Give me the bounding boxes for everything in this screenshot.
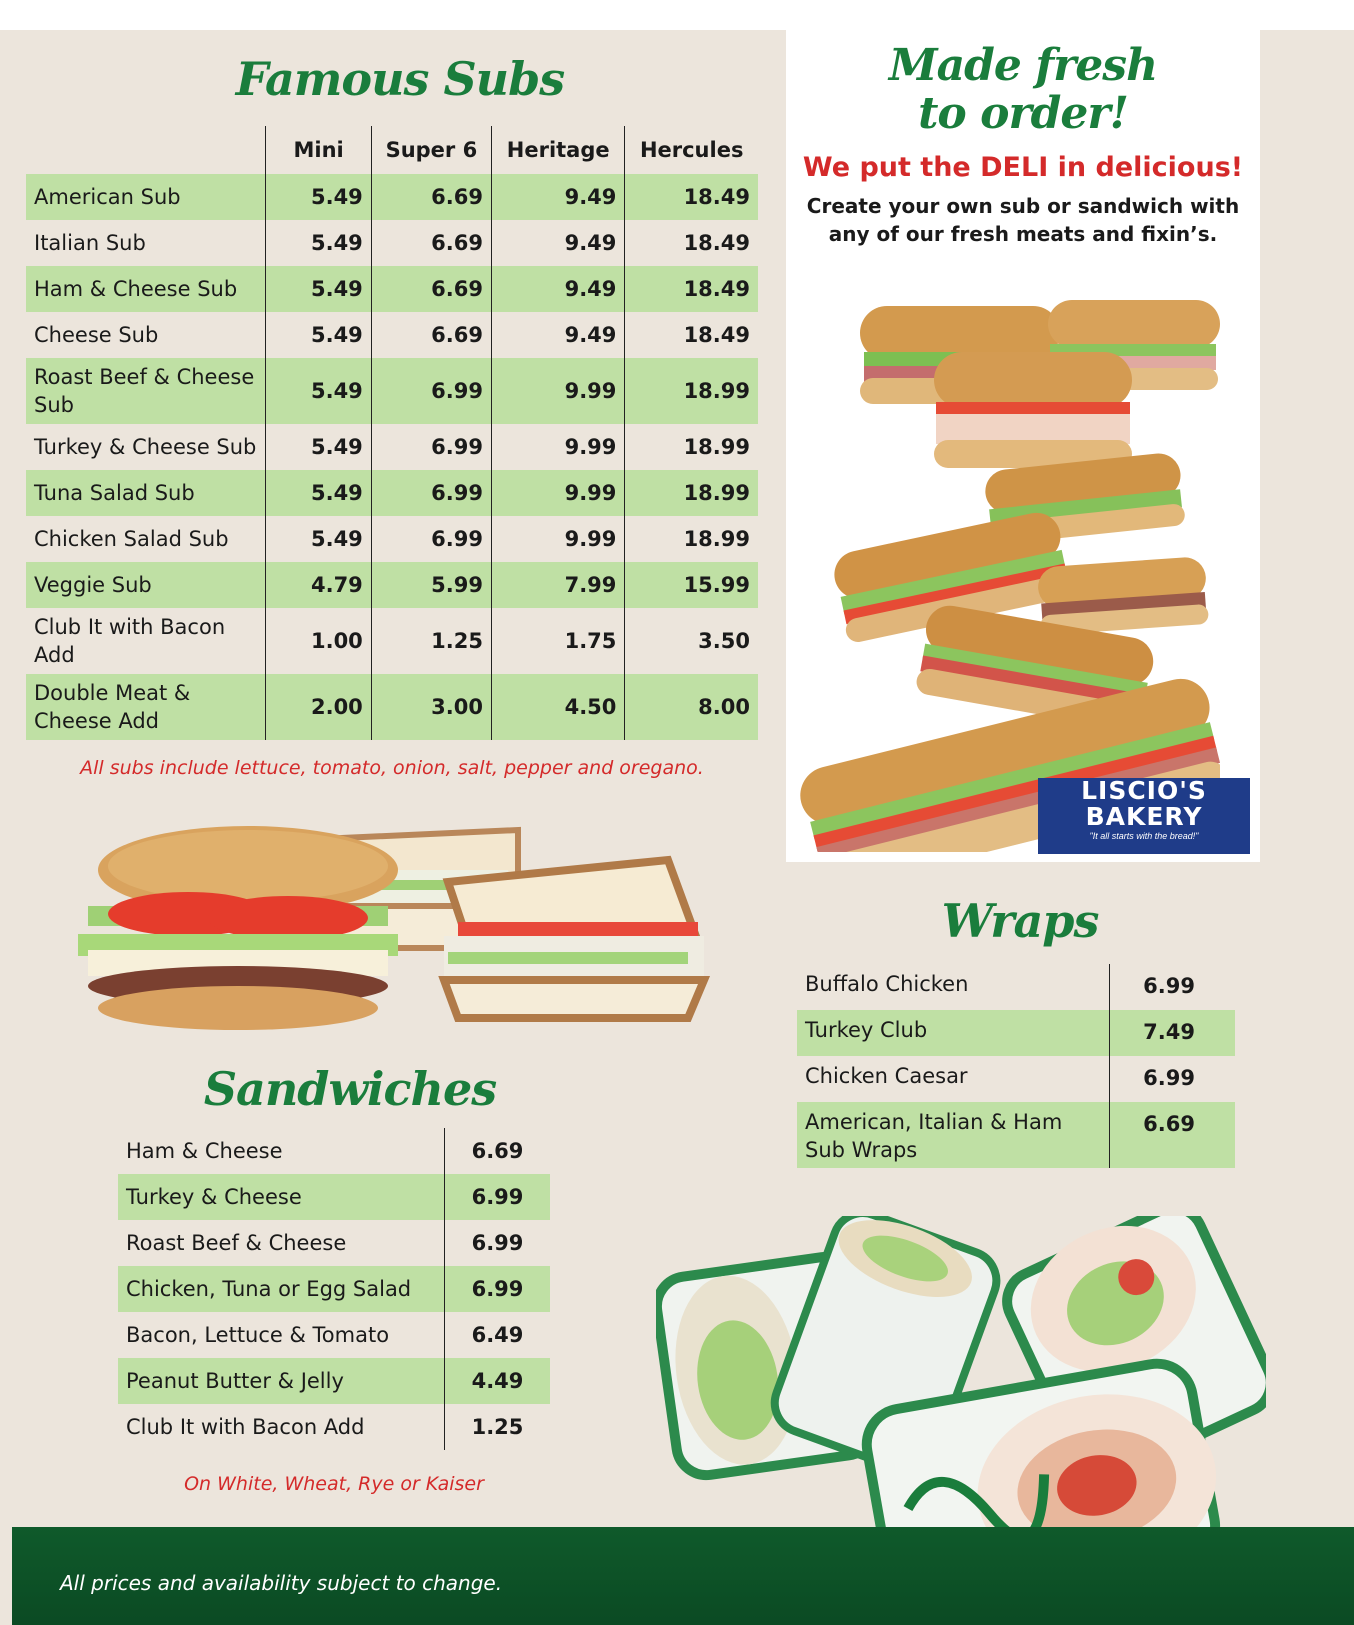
lisciosbakery-logo (1038, 778, 1250, 854)
sub-price: 15.99 (625, 562, 758, 608)
footer-disclaimer: All prices and availability subject to change. (60, 1571, 503, 1595)
wrap-row (797, 1102, 1235, 1168)
sub-price: 5.49 (266, 266, 371, 312)
sub-price: 6.69 (371, 220, 491, 266)
sub-name: Turkey & Cheese Sub (34, 435, 257, 459)
subs-row (26, 266, 758, 312)
promo-headline (786, 42, 1260, 138)
sub-name: American Sub (26, 174, 266, 220)
sub-price: 5.49 (266, 424, 371, 470)
logo-line2: BAKERY (1085, 802, 1203, 831)
wrap-name: Buffalo Chicken (805, 972, 969, 996)
sub-price: 1.25 (371, 608, 491, 674)
wrap-row (797, 1056, 1235, 1102)
sub-price: 18.49 (625, 266, 758, 312)
sub-price: 18.99 (625, 516, 758, 562)
sandwiches-title: Sandwiches (203, 1062, 497, 1116)
sub-price: 5.49 (266, 220, 371, 266)
sub-name: Chicken Salad Sub (34, 527, 229, 551)
subs-header-row (26, 126, 758, 174)
sub-price: 3.00 (371, 674, 491, 740)
promo-subtext: Create your own sub or sandwich with any of our fresh meats and fixin’s. (806, 194, 1240, 246)
subs-row (26, 424, 758, 470)
sub-price: 9.99 (491, 424, 624, 470)
sub-price: 3.50 (625, 608, 758, 674)
sub-price: 9.49 (491, 266, 624, 312)
sub-price: 9.49 (491, 312, 624, 358)
sandwich-price: 1.25 (445, 1404, 551, 1450)
subs-stack-image (800, 292, 1220, 852)
sub-price: 5.49 (266, 516, 371, 562)
sandwich-price: 6.99 (445, 1174, 551, 1220)
sandwich-price: 6.49 (445, 1312, 551, 1358)
sub-price: 9.49 (491, 174, 624, 220)
subs-row (26, 516, 758, 562)
wrap-name: American, Italian & Ham Sub Wraps (797, 1102, 1110, 1168)
sub-price: 6.99 (371, 424, 491, 470)
subs-note: All subs include lettuce, tomato, onion, salt, pepper and oregano. (80, 757, 704, 779)
sandwich-row (118, 1358, 550, 1404)
sub-price: 5.49 (266, 312, 371, 358)
sandwiches-image (48, 822, 718, 1042)
wrap-row (797, 964, 1235, 1010)
sub-price: 1.75 (491, 608, 624, 674)
sub-name: Double Meat & Cheese Add (26, 674, 266, 740)
sandwich-name: Turkey & Cheese (118, 1174, 445, 1220)
sub-price: 5.49 (266, 470, 371, 516)
sub-price: 1.00 (266, 608, 371, 674)
sub-price: 6.99 (371, 358, 491, 424)
wrap-price: 6.99 (1110, 964, 1236, 1010)
sandwich-row (118, 1312, 550, 1358)
sandwich-row (118, 1174, 550, 1220)
sandwich-name: Peanut Butter & Jelly (118, 1358, 445, 1404)
sub-price: 18.99 (625, 358, 758, 424)
wrap-price: 6.69 (1110, 1102, 1236, 1168)
sub-price: 5.49 (266, 174, 371, 220)
sandwich-price: 4.49 (445, 1358, 551, 1404)
sub-price: 6.69 (371, 312, 491, 358)
sandwich-name: Bacon, Lettuce & Tomato (126, 1323, 390, 1347)
sub-price: 6.69 (371, 266, 491, 312)
sub-price: 18.99 (625, 470, 758, 516)
sub-price: 2.00 (266, 674, 371, 740)
sub-price: 6.99 (371, 470, 491, 516)
famous-subs-title: Famous Subs (235, 52, 565, 106)
sub-price: 5.49 (266, 358, 371, 424)
sub-price: 4.79 (266, 562, 371, 608)
sandwich-row (118, 1404, 550, 1450)
sub-price: 6.99 (371, 516, 491, 562)
subs-row (26, 220, 758, 266)
sub-price: 18.49 (625, 174, 758, 220)
sub-price: 18.99 (625, 424, 758, 470)
sandwich-name: Chicken, Tuna or Egg Salad (118, 1266, 445, 1312)
sub-price: 5.99 (371, 562, 491, 608)
subs-row (26, 562, 758, 608)
sub-price: 9.99 (491, 358, 624, 424)
sandwich-row (118, 1220, 550, 1266)
subs-row (26, 608, 758, 674)
subs-row (26, 312, 758, 358)
sub-price: 7.99 (491, 562, 624, 608)
sub-name: Roast Beef & Cheese Sub (26, 358, 266, 424)
wrap-price: 6.99 (1110, 1056, 1236, 1102)
subs-col-header: Heritage (491, 126, 624, 174)
promo-panel (786, 30, 1260, 862)
sandwiches-price-table (118, 1128, 550, 1450)
sub-price: 9.99 (491, 470, 624, 516)
sandwich-price: 6.99 (445, 1220, 551, 1266)
wrap-name: Chicken Caesar (805, 1064, 968, 1088)
sandwich-row (118, 1128, 550, 1174)
subs-price-table (26, 126, 758, 740)
logo-line1: LISCIO'S (1081, 776, 1207, 805)
sub-name: Club It with Bacon Add (34, 615, 226, 667)
sandwich-name: Ham & Cheese (126, 1139, 283, 1163)
wrap-row (797, 1010, 1235, 1056)
subs-item-header (26, 126, 266, 174)
sub-name: Italian Sub (34, 231, 146, 255)
sub-name: Ham & Cheese Sub (26, 266, 266, 312)
subs-row (26, 674, 758, 740)
promo-headline-line2: to order! (918, 88, 1128, 139)
sub-price: 9.99 (491, 516, 624, 562)
sub-name: Veggie Sub (26, 562, 266, 608)
subs-row (26, 470, 758, 516)
sub-name: Tuna Salad Sub (26, 470, 266, 516)
sub-price: 8.00 (625, 674, 758, 740)
wraps-title: Wraps (941, 894, 1099, 948)
sub-price: 4.50 (491, 674, 624, 740)
wrap-price: 7.49 (1110, 1010, 1236, 1056)
sub-price: 18.49 (625, 312, 758, 358)
sub-name: Cheese Sub (34, 323, 159, 347)
promo-headline-line1: Made fresh (888, 40, 1158, 91)
promo-tagline: We put the DELI in delicious! (802, 152, 1244, 183)
subs-col-header: Hercules (625, 126, 758, 174)
subs-row (26, 358, 758, 424)
sub-price: 9.49 (491, 220, 624, 266)
subs-col-header: Super 6 (371, 126, 491, 174)
subs-row (26, 174, 758, 220)
sandwich-name: Roast Beef & Cheese (126, 1231, 347, 1255)
sandwich-name: Club It with Bacon Add (126, 1415, 365, 1439)
sandwich-price: 6.69 (445, 1128, 551, 1174)
logo-slogan: "It all starts with the bread!" (1089, 831, 1199, 841)
sandwich-row (118, 1266, 550, 1312)
subs-col-header: Mini (266, 126, 371, 174)
wrap-name: Turkey Club (797, 1010, 1110, 1056)
footer-bar (12, 1527, 1354, 1625)
wraps-price-table (797, 964, 1235, 1168)
sub-price: 6.69 (371, 174, 491, 220)
sandwiches-note: On White, Wheat, Rye or Kaiser (184, 1473, 484, 1495)
sandwich-price: 6.99 (445, 1266, 551, 1312)
sub-price: 18.49 (625, 220, 758, 266)
